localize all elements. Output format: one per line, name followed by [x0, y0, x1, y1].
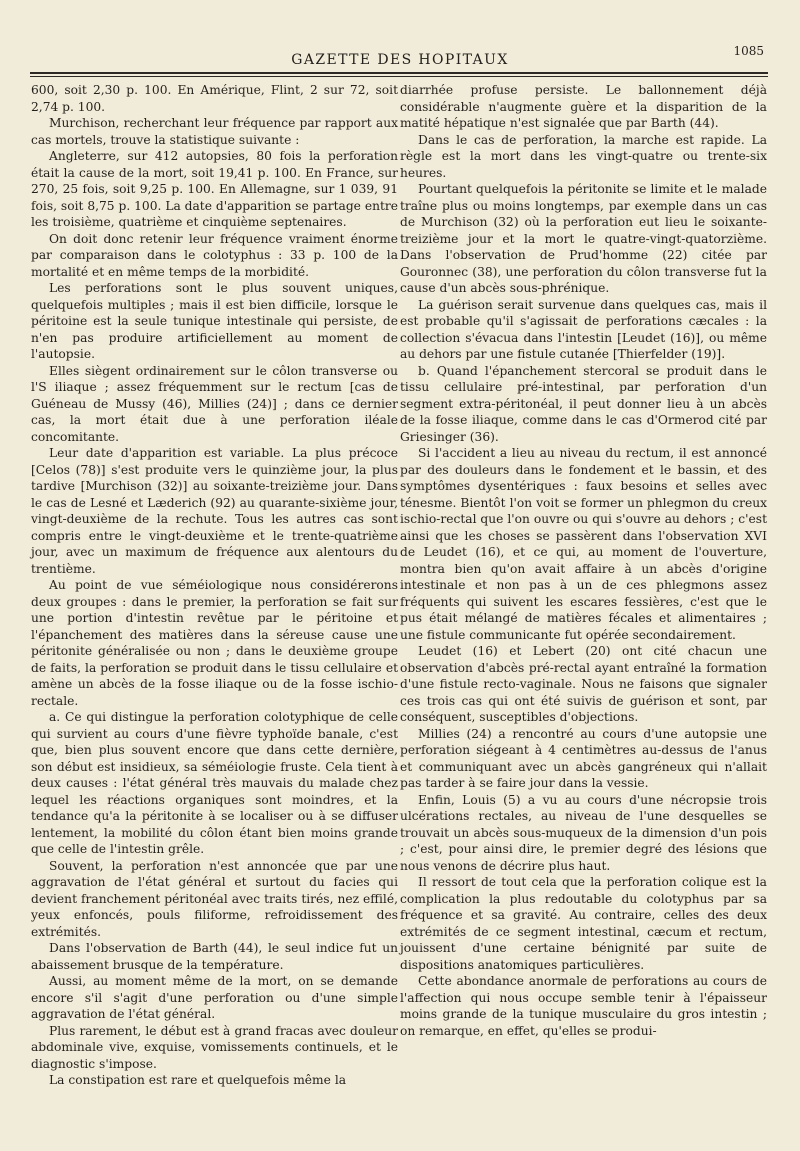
paragraph: Les perforations sont le plus souvent uniques, quelquefois multiples ; mais il est bien difficile, lorsque le péritoine est la seule tunique intestinale qui persiste, de n'en pas produire artificiellement au moment de l'autopsie.: [31, 281, 398, 361]
paragraph: Pourtant quelquefois la péritonite se limite et le malade traîne plus ou moins longtemps, par exemple dans un cas de Murchison (32) où la perforation eut lieu le soixante-treizième jour et la mort le quatre-vingt-quatorzième. Dans l'observation de Prud'homme (22) citée par Gouronnec (38), une perforation du côlon transverse fut la cause d'un abcès sous-phrénique.: [400, 182, 767, 295]
paragraph: Dans le cas de perforation, la marche est rapide. La règle est la mort dans les vingt-quatre ou trente-six heures.: [400, 132, 767, 180]
paragraph: Enfin, Louis (5) a vu au cours d'une nécropsie trois ulcérations rectales, au niveau de l'une desquelles se trouvait un abcès sous-muqueux de la dimension d'un pois ; c'est, pour ainsi dire, le premier degré des lésions que nous venons de décrire plus haut.: [400, 792, 767, 873]
page-number: 1085: [733, 44, 764, 58]
paragraph: Plus rarement, le début est à grand fracas avec douleur abdominale vive, exquise, vomissements continuels, et le diagnostic s'impose.: [31, 1023, 398, 1071]
paragraph: Elles siègent ordinairement sur le côlon transverse ou l'S iliaque ; assez fréquemment sur le rectum [cas de Guéneau de Mussy (46), Millies (24)] ; dans ce dernier cas, la mort était due à une perforation iléale concomitante.: [31, 363, 398, 444]
paragraph: Aussi, au moment même de la mort, on se demande encore s'il s'agit d'une perforation ou d'une simple aggravation de l'état général.: [31, 974, 398, 1021]
header-rule-thin: [30, 76, 768, 77]
paragraph: Il ressort de tout cela que la perforation colique est la complication la plus redoutable du colotyphus par sa fréquence et sa gravité. Au contraire, celles des deux extrémités de ce segment intestinal, cæcum et rectum, jouissent d'une certaine bénignité par suite de dispositions anatomiques particulières.: [400, 875, 767, 972]
paragraph: On doit donc retenir leur fréquence vraiment énorme par comparaison dans le colotyphus : 33 p. 100 de la mortalité et en même temps de la morbidité.: [31, 231, 398, 279]
paragraph: a. Ce qui distingue la perforation colotyphique de celle qui survient au cours d'une fièvre typhoïde banale, c'est que, bien plus souvent encore que dans cette dernière, son début est insidieux, sa séméiologie fruste. Cela tient à deux causes : l'état général très mauvais du malade chez lequel les réactions organiques sont moindres, et la tendance qu'a la péritonite à se localiser ou à se diffuser lentement, la mobilité du côlon étant bien moins grande que celle de l'intestin grêle.: [31, 710, 398, 856]
paragraph: La constipation est rare et quelquefois même la: [49, 1073, 347, 1087]
paragraph: Au point de vue séméiologique nous considérerons deux groupes : dans le premier, la perforation se fait sur une portion d'intestin revêtue par le péritoine et l'épanchement des matières dans la séreuse cause une péritonite généralisée ou non ; dans le deuxième groupe de faits, la perforation se produit dans le tissu cellulaire et amène un abcès de la fosse iliaque ou de la fosse ischio-rectale.: [31, 578, 398, 708]
paragraph: Leur date d'apparition est variable. La plus précoce [Celos (78)] s'est produite vers le quinzième jour, la plus tardive [Murchison (32)] au soixante-treizième jour. Dans le cas de Lesné et Læderich (92) au quarante-sixième jour, vingt-deuxième de la rechute. Tous les autres cas sont compris entre le vingt-deuxième et le trente-quatrième jour, avec un maximum de fréquence aux alentours du trentième.: [31, 446, 398, 576]
journal-title: GAZETTE DES HOPITAUX: [291, 52, 509, 68]
running-head: [28, 44, 772, 74]
right-column: [400, 82, 767, 1039]
paragraph: Murchison, recherchant leur fréquence par rapport aux cas mortels, trouve la statistique suivante :: [31, 116, 398, 147]
header-rule-thick: [30, 72, 768, 74]
paragraph: 600, soit 2,30 p. 100. En Amérique, Flint, 2 sur 72, soit 2,74 p. 100.: [31, 83, 398, 114]
paragraph: Souvent, la perforation n'est annoncée que par une aggravation de l'état général et surtout du facies qui devient franchement péritonéal avec traits tirés, nez effilé, yeux enfoncés, pouls filiforme, refroidissement des extrémités.: [31, 858, 398, 939]
paragraph: Dans l'observation de Barth (44), le seul indice fut un abaissement brusque de la température.: [31, 941, 398, 972]
paragraph: diarrhée profuse persiste. Le ballonnement déjà considérable n'augmente guère et la disparition de la matité hépatique n'est signalée que par Barth (44).: [400, 83, 767, 130]
left-column: [31, 82, 398, 1089]
paragraph: Cette abondance anormale de perforations au cours de l'affection qui nous occupe semble tenir à l'épaisseur moins grande de la tunique musculaire du gros intestin ; on remarque, en effet, qu'elles se produi-: [400, 974, 767, 1038]
paragraph: Angleterre, sur 412 autopsies, 80 fois la perforation était la cause de la mort, soit 19,41 p. 100. En France, sur 270, 25 fois, soit 9,25 p. 100. En Allemagne, sur 1 039, 91 fois, soit 8,75 p. 100. La date d'apparition se partage entre les troisième, quatrième et cinquième septenaires.: [31, 149, 398, 229]
paragraph: La guérison serait survenue dans quelques cas, mais il est probable qu'il s'agissait de perforations cæcales : la collection s'évacua dans l'intestin [Leudet (16)], ou même au dehors par une fistule cutanée [Thierfelder (19)].: [400, 297, 767, 361]
paragraph: Leudet (16) et Lebert (20) ont cité chacun une observation d'abcès pré-rectal ayant entraîné la formation d'une fistule recto-vaginale. Nous ne faisons que signaler ces trois cas qui ont été suivis de guérison et sont, par conséquent, susceptibles d'objections.: [400, 644, 767, 724]
paragraph: Si l'accident a lieu au niveau du rectum, il est annoncé par des douleurs dans le fondement et le bassin, et des symptômes dysentériques : faux besoins et selles avec ténesme. Bientôt l'on voit se former un phlegmon du creux ischio-rectal que l'on ouvre ou qui s'ouvre au dehors ; c'est ainsi que les choses se passèrent dans l'observation XVI de Leudet (16), et ce qui, au moment de l'ouverture, montra bien qu'on avait affaire à un abcès d'origine intestinale et non pas à un de ces phlegmons assez fréquents qui suivent les escares fessières, c'est que le pus était mélangé de matières fécales et alimentaires ; une fistule communicante fut opérée secondairement.: [400, 446, 767, 642]
paragraph: b. Quand l'épanchement stercoral se produit dans le tissu cellulaire pré-intestinal, par perforation d'un segment extra-péritonéal, il peut donner lieu à un abcès de la fosse iliaque, comme dans le cas d'Ormerod cité par Griesinger (36).: [400, 363, 767, 444]
paragraph: Millies (24) a rencontré au cours d'une autopsie une perforation siégeant à 4 centimètres au-dessus de l'anus et communiquant avec un abcès gangréneux qui n'allait pas tarder à se faire jour dans la vessie.: [400, 726, 767, 790]
